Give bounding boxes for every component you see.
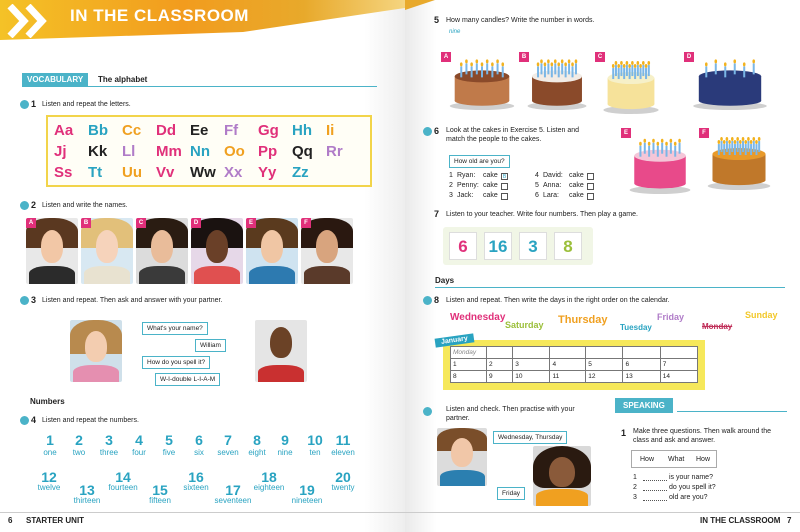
number-word: one (43, 448, 57, 457)
number-word: fourteen (108, 483, 138, 492)
number-digit: 4 (135, 432, 143, 448)
number-word: eleven (331, 448, 355, 457)
example-answer: nine (449, 29, 461, 35)
dialog-bubble: William (195, 339, 226, 352)
match-checkbox[interactable] (587, 183, 594, 190)
question-number: 1 (633, 474, 637, 481)
exercise-instruction: partner. (446, 415, 470, 422)
speaking-underline (677, 411, 787, 412)
alphabet-letter: Zz (292, 164, 309, 181)
student-photo (246, 218, 298, 284)
number-digit: 7 (224, 432, 232, 448)
exercise-instruction: class and ask and answer. (633, 437, 716, 444)
header-accent (405, 0, 435, 10)
calendar-date: 7 (660, 359, 697, 371)
number-word: twelve (37, 483, 61, 492)
days-title: Days (435, 276, 455, 285)
answer-blank[interactable] (643, 490, 667, 491)
number-word: two (72, 448, 86, 457)
number-digit: 8 (253, 432, 261, 448)
exercise-number: 1 (621, 428, 627, 438)
audio-icon[interactable] (20, 100, 29, 109)
page-number: 7 (787, 516, 792, 525)
match-number: 2 (449, 182, 453, 189)
calendar-blank[interactable] (513, 347, 550, 359)
alphabet-letter: Dd (156, 122, 176, 139)
match-number: 5 (535, 182, 539, 189)
birthday-cake-icon (623, 128, 693, 194)
number-digit: 6 (195, 432, 203, 448)
alphabet-letter: Ii (326, 122, 335, 139)
dialog-bubble: How do you spell it? (142, 356, 210, 369)
right-page (405, 0, 800, 532)
calendar-date: 5 (586, 359, 623, 371)
speaking-badge: SPEAKING (615, 398, 673, 413)
exercise-instruction: Listen to your teacher. Write four numbers. Then play a game. (446, 211, 638, 218)
number-word: ten (309, 448, 321, 457)
match-checkbox[interactable] (501, 193, 508, 200)
exercise-number: 8 (434, 295, 440, 305)
match-name: Anna: (543, 182, 562, 189)
calendar-first-day: Monday (451, 347, 487, 359)
cake-label: E (621, 128, 631, 138)
number-digit: 12 (41, 469, 57, 485)
number-digit: 3 (105, 432, 113, 448)
exercise-instruction: How many candles? Write the number in words. (446, 17, 595, 24)
number-word: six (194, 448, 204, 457)
number-word: sixteen (183, 483, 209, 492)
alphabet-letter: Xx (224, 164, 243, 181)
day-word: Monday (702, 322, 733, 331)
student-photo (81, 218, 133, 284)
alphabet-letter: Uu (122, 164, 142, 181)
vocabulary-title: The alphabet (98, 75, 148, 84)
dialog-bubble: Wednesday, Thursday (493, 431, 567, 444)
number-digit: 9 (281, 432, 289, 448)
match-checkbox[interactable]: B (502, 173, 507, 180)
number-digit: 20 (335, 469, 351, 485)
cake-label: C (595, 52, 605, 62)
vocabulary-badge: VOCABULARY (22, 73, 88, 86)
audio-icon[interactable] (423, 407, 432, 416)
footer-unit: STARTER UNIT (26, 516, 85, 525)
calendar-blank[interactable] (550, 347, 586, 359)
number-word: four (132, 448, 146, 457)
audio-icon[interactable] (423, 127, 432, 136)
exercise-instruction: Look at the cakes in Exercise 5. Listen and (446, 127, 580, 134)
number-tile: 16 (484, 232, 512, 260)
match-number: 6 (535, 192, 539, 199)
match-name: Penny: (457, 182, 479, 189)
number-digit: 13 (79, 482, 95, 498)
match-number: 3 (449, 192, 453, 199)
exercise-number: 3 (31, 295, 37, 305)
calendar-row (451, 371, 698, 383)
number-digit: 10 (307, 432, 323, 448)
calendar-blank[interactable] (586, 347, 623, 359)
birthday-cake-icon (702, 128, 773, 190)
days-underline (435, 287, 785, 288)
match-checkbox[interactable] (587, 173, 594, 180)
vocab-underline (22, 86, 377, 87)
birthday-cake-icon (521, 52, 589, 110)
question-text: old are you? (669, 494, 708, 501)
number-digit: 11 (335, 432, 351, 448)
student-photo (136, 218, 188, 284)
alphabet-letter: Ll (122, 143, 136, 160)
calendar-date: 9 (487, 371, 513, 383)
alphabet-letter: Qq (292, 143, 313, 160)
number-digit: 19 (299, 482, 315, 498)
boy-photo (437, 428, 487, 486)
exercise-number: 6 (434, 126, 440, 136)
exercise-instruction: Listen and repeat the letters. (42, 101, 131, 108)
calendar-row (451, 347, 698, 359)
question-number: 3 (633, 494, 637, 501)
number-tile: 6 (449, 232, 477, 260)
exercise-instruction: Listen and check. Then practise with your (446, 406, 575, 413)
match-cake: cake (483, 172, 498, 179)
alphabet-letter: Jj (54, 143, 67, 160)
exercise-number: 2 (31, 200, 37, 210)
day-word: Friday (657, 312, 685, 322)
match-number: 1 (449, 172, 453, 179)
calendar-date: 1 (451, 359, 487, 371)
match-name: David: (543, 172, 563, 179)
photo-label: E (246, 218, 256, 228)
alphabet-letter: Ss (54, 164, 73, 181)
number-tile: 3 (519, 232, 547, 260)
cake-label: F (699, 128, 709, 138)
numbers-title: Numbers (30, 397, 65, 406)
alphabet-letter: Hh (292, 122, 312, 139)
audio-icon[interactable] (423, 296, 432, 305)
audio-icon[interactable] (20, 201, 29, 210)
exercise-instruction: Listen and repeat the numbers. (42, 417, 139, 424)
number-word: twenty (331, 483, 355, 492)
cake-label: D (684, 52, 694, 62)
exercise-number: 4 (31, 415, 37, 425)
number-digit: 5 (165, 432, 173, 448)
number-digit: 1 (46, 432, 54, 448)
alphabet-letter: Cc (122, 122, 142, 139)
word-option: What (668, 456, 685, 463)
alphabet-letter: Mm (156, 143, 182, 160)
number-word: three (99, 448, 119, 457)
calendar-month: January (435, 333, 475, 347)
photo-label: B (81, 218, 91, 228)
day-word: Saturday (505, 320, 544, 330)
calendar-date: 14 (660, 371, 697, 383)
exercise-number: 7 (434, 209, 440, 219)
calendar-blank[interactable] (660, 347, 697, 359)
exercise-instruction: Make three questions. Then walk around the (633, 428, 772, 435)
number-digit: 2 (75, 432, 83, 448)
number-word: seventeen (214, 496, 252, 505)
question-text: do you spell it? (669, 484, 716, 491)
footer-unit: IN THE CLASSROOM (700, 516, 781, 525)
day-word: Thursday (558, 314, 608, 326)
alphabet-letter: Vv (156, 164, 175, 181)
word-option: How (640, 456, 655, 463)
match-number: 4 (535, 172, 539, 179)
boy-photo (255, 320, 307, 382)
dialog-bubble: Friday (497, 487, 525, 500)
alphabet-letter: Gg (258, 122, 279, 139)
calendar-blank[interactable] (487, 347, 513, 359)
birthday-cake-icon (443, 52, 517, 110)
birthday-cake-icon (597, 52, 661, 114)
number-digit: 18 (261, 469, 277, 485)
girl-photo (70, 320, 122, 382)
question-number: 2 (633, 484, 637, 491)
calendar-date: 6 (623, 359, 660, 371)
calendar-date: 13 (623, 371, 660, 383)
exercise-instruction: Listen and write the names. (42, 202, 128, 209)
number-word: thirteen (73, 496, 101, 505)
alphabet-letter: Yy (258, 164, 277, 181)
exercise-instruction: Listen and repeat. Then write the days in the right order on the calendar. (446, 297, 670, 304)
alphabet-letter: Ff (224, 122, 239, 139)
photo-label: A (26, 218, 36, 228)
number-digit: 16 (188, 469, 204, 485)
photo-label: F (301, 218, 311, 228)
cake-label: A (441, 52, 451, 62)
dialog-bubble: What's your name? (142, 322, 208, 335)
number-word: nineteen (291, 496, 323, 505)
question-bubble: How old are you? (449, 155, 510, 168)
page-number: 6 (8, 516, 13, 525)
exercise-number: 5 (434, 15, 440, 25)
number-word: five (162, 448, 176, 457)
day-word: Tuesday (620, 323, 652, 332)
calendar-date: 8 (451, 371, 487, 383)
calendar-date: 10 (513, 371, 550, 383)
alphabet-letter: Bb (88, 122, 108, 139)
number-tile: 8 (554, 232, 582, 260)
word-option: How (696, 456, 711, 463)
cake-label: B (519, 52, 529, 62)
student-photo (26, 218, 78, 284)
alphabet-letter: Tt (88, 164, 103, 181)
answer-blank[interactable] (643, 500, 667, 501)
alphabet-letter: Aa (54, 122, 74, 139)
exercise-number: 1 (31, 99, 37, 109)
calendar-row (451, 359, 698, 371)
alphabet-letter: Kk (88, 143, 108, 160)
calendar-date: 2 (487, 359, 513, 371)
alphabet-letter: Rr (326, 143, 343, 160)
number-word: seven (217, 448, 239, 457)
calendar-table (450, 346, 698, 383)
number-word: eight (248, 448, 266, 457)
match-cake: cake (569, 182, 584, 189)
alphabet-letter: Ee (190, 122, 209, 139)
girl-photo (533, 446, 591, 506)
header-title: IN THE CLASSROOM (70, 6, 249, 25)
dialog-bubble: W-I-double L-I-A-M (155, 373, 220, 386)
calendar-blank[interactable] (623, 347, 660, 359)
question-text: is your name? (669, 474, 713, 481)
calendar-date: 11 (550, 371, 586, 383)
student-photo (301, 218, 353, 284)
number-word: eighteen (253, 483, 285, 492)
photo-label: C (136, 218, 146, 228)
number-digit: 17 (225, 482, 241, 498)
alphabet-letter: Pp (258, 143, 278, 160)
audio-icon[interactable] (20, 416, 29, 425)
chevron-icon (6, 4, 60, 43)
number-word: fifteen (149, 496, 171, 505)
match-cake: cake (569, 172, 584, 179)
match-name: Jack: (457, 192, 474, 199)
match-cake: cake (483, 182, 498, 189)
birthday-cake-icon (686, 52, 770, 110)
match-checkbox[interactable] (501, 183, 508, 190)
exercise-instruction: Listen and repeat. Then ask and answer with your partner. (42, 297, 223, 304)
number-word: nine (277, 448, 293, 457)
day-word: Wednesday (450, 312, 506, 323)
number-digit: 15 (152, 482, 168, 498)
alphabet-letter: Oo (224, 143, 245, 160)
audio-icon[interactable] (20, 296, 29, 305)
calendar-date: 4 (550, 359, 586, 371)
photo-label: D (191, 218, 201, 228)
match-name: Lara: (543, 192, 559, 199)
match-name: Ryan: (457, 172, 476, 179)
exercise-instruction: match the people to the cakes. (446, 136, 542, 143)
answer-blank[interactable] (643, 480, 667, 481)
number-digit: 14 (115, 469, 131, 485)
calendar-date: 3 (513, 359, 550, 371)
alphabet-letter: Nn (190, 143, 210, 160)
student-photo (191, 218, 243, 284)
alphabet-letter: Ww (190, 164, 216, 181)
match-cake: cake (569, 192, 584, 199)
match-checkbox[interactable] (587, 193, 594, 200)
match-cake: cake (483, 192, 498, 199)
calendar-date: 12 (586, 371, 623, 383)
day-word: Sunday (745, 310, 778, 320)
